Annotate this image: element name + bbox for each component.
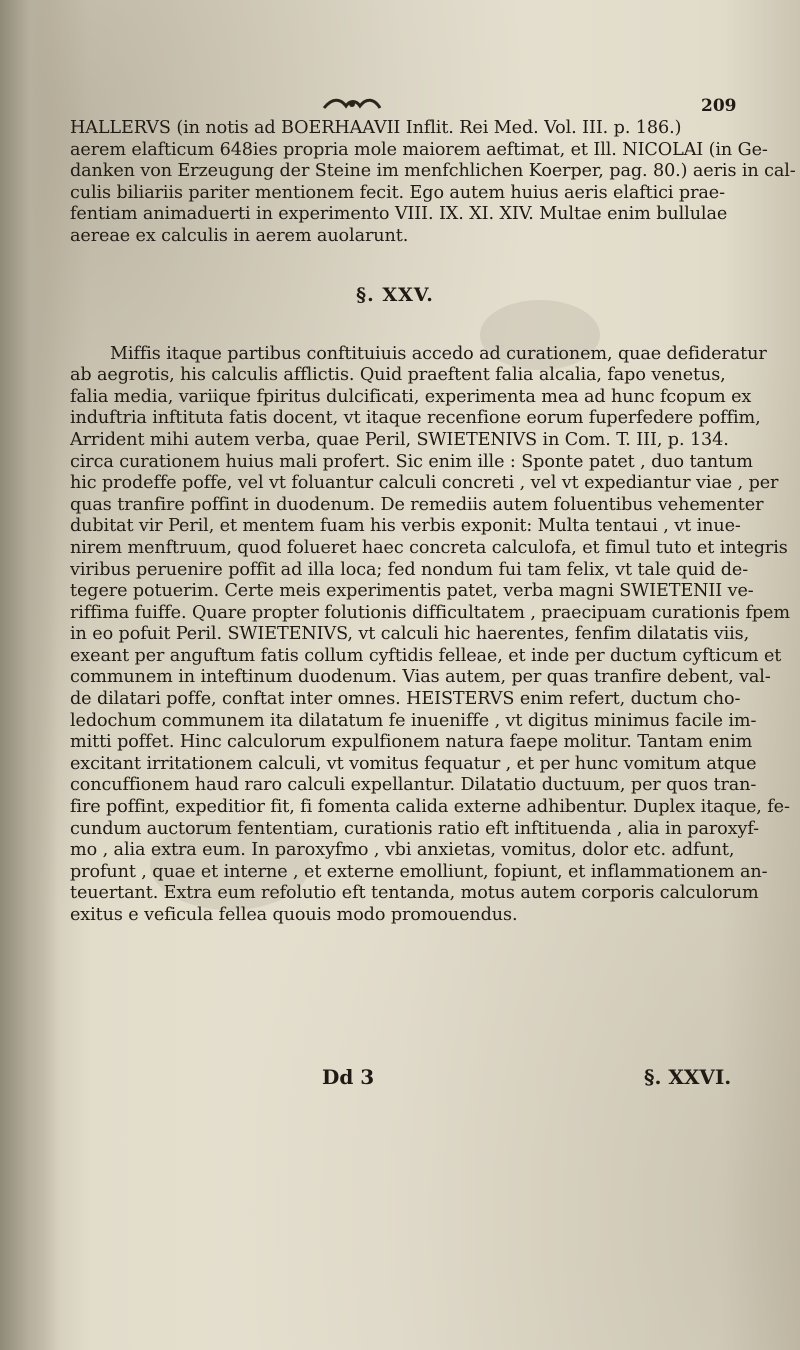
text-line: ledochum communem ita dilatatum fe inueniffe , vt digitus minimus facile im- [70, 710, 757, 731]
text-line: excitant irritationem calculi, vt vomitus fequatur , et per hunc vomitum atque [70, 753, 757, 774]
text-line: fentiam animaduerti in experimento VIII. IX. XI. XIV. Multae enim bullulae [70, 204, 728, 225]
text-line: Arrident mihi autem verba, quae Peril, SWIETENIVS in Com. T. III, p. 134. [70, 429, 729, 450]
page-gutter-shadow [0, 0, 58, 1350]
text-line: aerem elafticum 648ies propria mole maiorem aeftimat, et Ill. NICOLAI (in Ge- [70, 139, 768, 160]
text-line: mitti poffet. Hinc calculorum expulfionem natura faepe molitur. Tantam enim [70, 732, 753, 753]
text-line: induftria inftituta fatis docent, vt itaque recenfione eorum fuperfedere poffim, [70, 408, 761, 429]
text-line: profunt , quae et interne , et externe emolliunt, fopiunt, et inflammationem an- [70, 861, 768, 882]
text-line: cundum auctorum fententiam, curationis ratio eft inftituenda , alia in paroxyf- [70, 818, 759, 839]
text-line: falia media, variique fpiritus dulcificati, experimenta mea ad hunc fcopum ex [70, 386, 752, 407]
text-line: exeant per anguftum fatis collum cyftidis felleae, et inde per ductum cyfticum et [70, 645, 782, 666]
page-footer [0, 1065, 800, 1095]
text-line: de dilatari poffe, conftat inter omnes. HEISTERVS enim refert, ductum cho- [70, 689, 741, 710]
text-line: dubitat vir Peril, et mentem fuam his verbis exponit: Multa tentaui , vt inue- [70, 516, 741, 537]
text-line: hic prodeffe poffe, vel vt foluantur calculi concreti , vel vt expediantur viae , per [70, 473, 779, 494]
text-line: fire poffint, expeditior fit, fi fomenta calida externe adhibentur. Duplex itaque, fe- [70, 797, 790, 818]
text-line: concuffionem haud raro calculi expellantur. Dilatatio ductuum, per quos tran- [70, 775, 757, 796]
text-line: in eo pofuit Peril. SWIETENIVS, vt calculi hic haerentes, fenfim dilatatis viis, [70, 624, 750, 645]
text-line: riffima fuiffe. Quare propter folutionis difficultatem , praecipuam curationis fpem [70, 602, 790, 623]
text-line: Miffis itaque partibus conftituiuis accedo ad curationem, quae defideratur [110, 343, 767, 364]
text-line: viribus peruenire poffit ad illa loca; fed nondum fui tam felix, vt tale quid de- [70, 559, 749, 580]
text-line: mo , alia extra eum. In paroxyfmo , vbi anxietas, vomitus, dolor etc. adfunt, [70, 840, 735, 861]
catchword: §. XXVI. [644, 1065, 732, 1089]
text-line: danken von Erzeugung der Steine im menfchlichen Koerper, pag. 80.) aeris in cal- [70, 161, 796, 182]
text-line: teuertant. Extra eum refolutio eft tentanda, motus autem corporis calculorum [70, 883, 759, 904]
text-line: quas tranfire poffint in duodenum. De remediis autem foluentibus vehementer [70, 494, 764, 515]
text-line: circa curationem huius mali profert. Sic enim ille : Sponte patet , duo tantum [70, 451, 753, 472]
header-ornament-icon [322, 96, 382, 112]
text-line: tegere potuerim. Certe meis experimentis patet, verba magni SWIETENII ve- [70, 581, 754, 602]
text-line: HALLERVS (in notis ad BOERHAAVII Inflit. Rei Med. Vol. III. p. 186.) [70, 118, 682, 138]
text-line: exitus e veficula fellea quouis modo promouendus. [70, 905, 518, 925]
page-number: 209 [701, 96, 737, 116]
text-line: culis biliariis pariter mentionem fecit. Ego autem huius aeris elaftici prae- [70, 182, 725, 203]
signature-mark: Dd 3 [322, 1065, 375, 1089]
text-line: aereae ex calculis in aerem auolarunt. [70, 225, 409, 246]
text-line: communem in inteftinum duodenum. Vias autem, per quas tranfire debent, val- [70, 667, 771, 688]
text-line: ab aegrotis, his calculis afflictis. Quid praeftent falia alcalia, fapo venetus, [70, 365, 726, 386]
main-text [70, 118, 796, 927]
section-heading: §. XXV. [356, 283, 434, 306]
text-line: nirem menftruum, quod folueret haec concreta calculofa, et fimul tuto et integris [70, 537, 788, 558]
